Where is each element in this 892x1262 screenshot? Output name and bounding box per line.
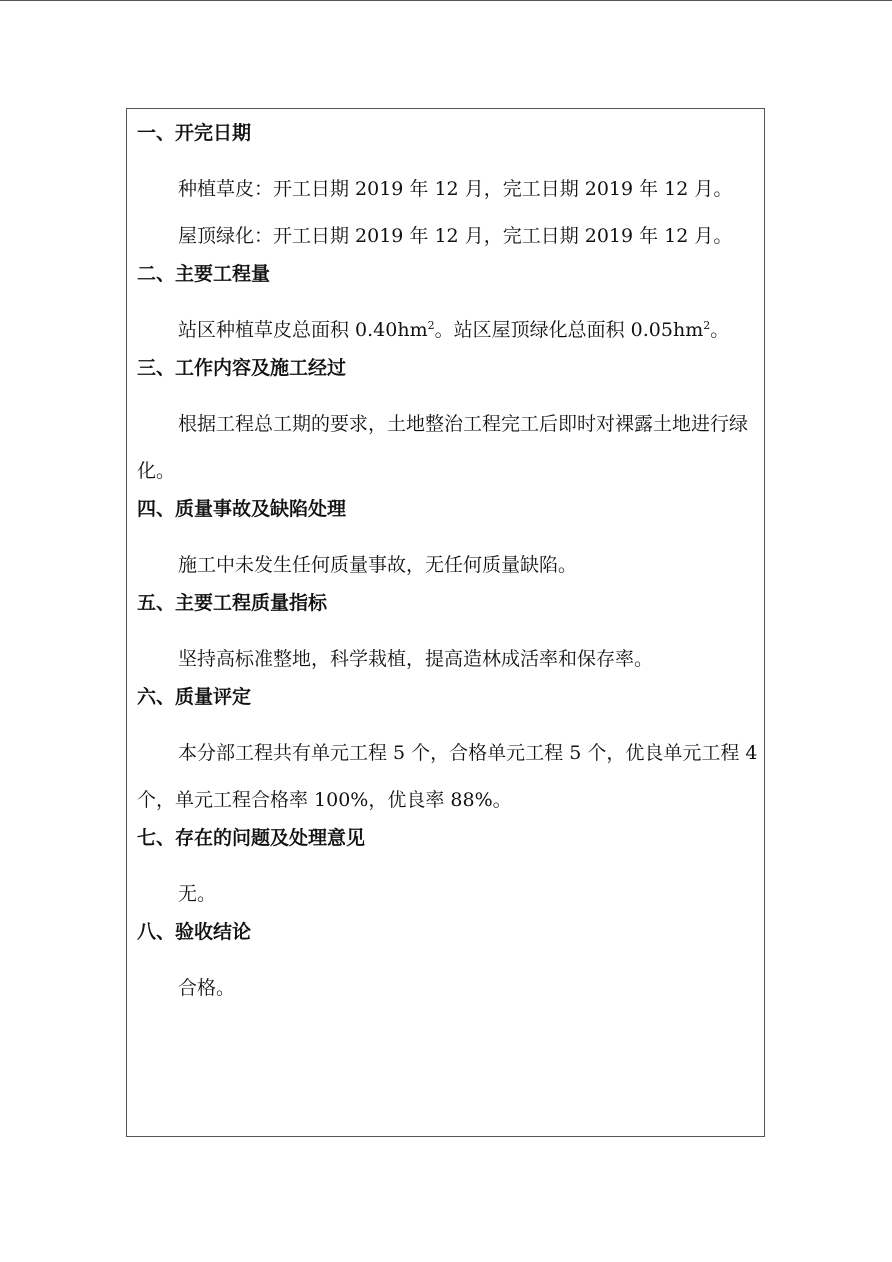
roof-greening-dates: 屋顶绿化：开工日期 2019 年 12 月，完工日期 2019 年 12 月。: [178, 225, 733, 247]
grass-area-unit-exponent: 2: [427, 319, 435, 332]
issues-paragraph: 无。: [178, 883, 217, 905]
quality-rating-paragraph: 本分部工程共有单元工程 5 个，合格单元工程 5 个，优良单元工程 4 个，单元工程合格率 100%，优良率 88%。: [137, 742, 758, 811]
section-heading-issues: 七、存在的问题及处理意见: [137, 827, 366, 849]
section-heading-quality-rating: 六、质量评定: [137, 686, 252, 708]
section-heading-quality-defects: 四、质量事故及缺陷处理: [137, 498, 347, 520]
top-border-line: [0, 0, 892, 1]
roof-area-text: 。站区屋顶绿化总面积 0.05hm: [434, 319, 704, 341]
report-content: [137, 119, 759, 1012]
quality-defects-paragraph: 施工中未发生任何质量事故，无任何质量缺陷。: [178, 554, 578, 576]
conclusion-paragraph: 合格。: [178, 977, 236, 999]
quality-indicators-paragraph: 坚持高标准整地，科学栽植，提高造林成活率和保存率。: [178, 648, 654, 670]
quantities-paragraph: [137, 307, 759, 354]
grass-planting-dates: 种植草皮：开工日期 2019 年 12 月，完工日期 2019 年 12 月。: [178, 178, 733, 200]
work-content-paragraph: 根据工程总工期的要求，土地整治工程完工后即时对裸露土地进行绿化。: [137, 413, 749, 482]
section-heading-dates: 一、开完日期: [137, 122, 252, 144]
grass-area-text: 站区种植草皮总面积 0.40hm: [178, 319, 428, 341]
roof-area-unit-exponent: 2: [703, 319, 711, 332]
section-heading-conclusion: 八、验收结论: [137, 921, 252, 943]
report-frame: [126, 108, 765, 1137]
section-heading-work-content: 三、工作内容及施工经过: [137, 357, 347, 379]
quantities-end: 。: [710, 319, 730, 341]
section-heading-quality-indicators: 五、主要工程质量指标: [137, 592, 328, 614]
section-heading-quantities: 二、主要工程量: [137, 263, 271, 285]
